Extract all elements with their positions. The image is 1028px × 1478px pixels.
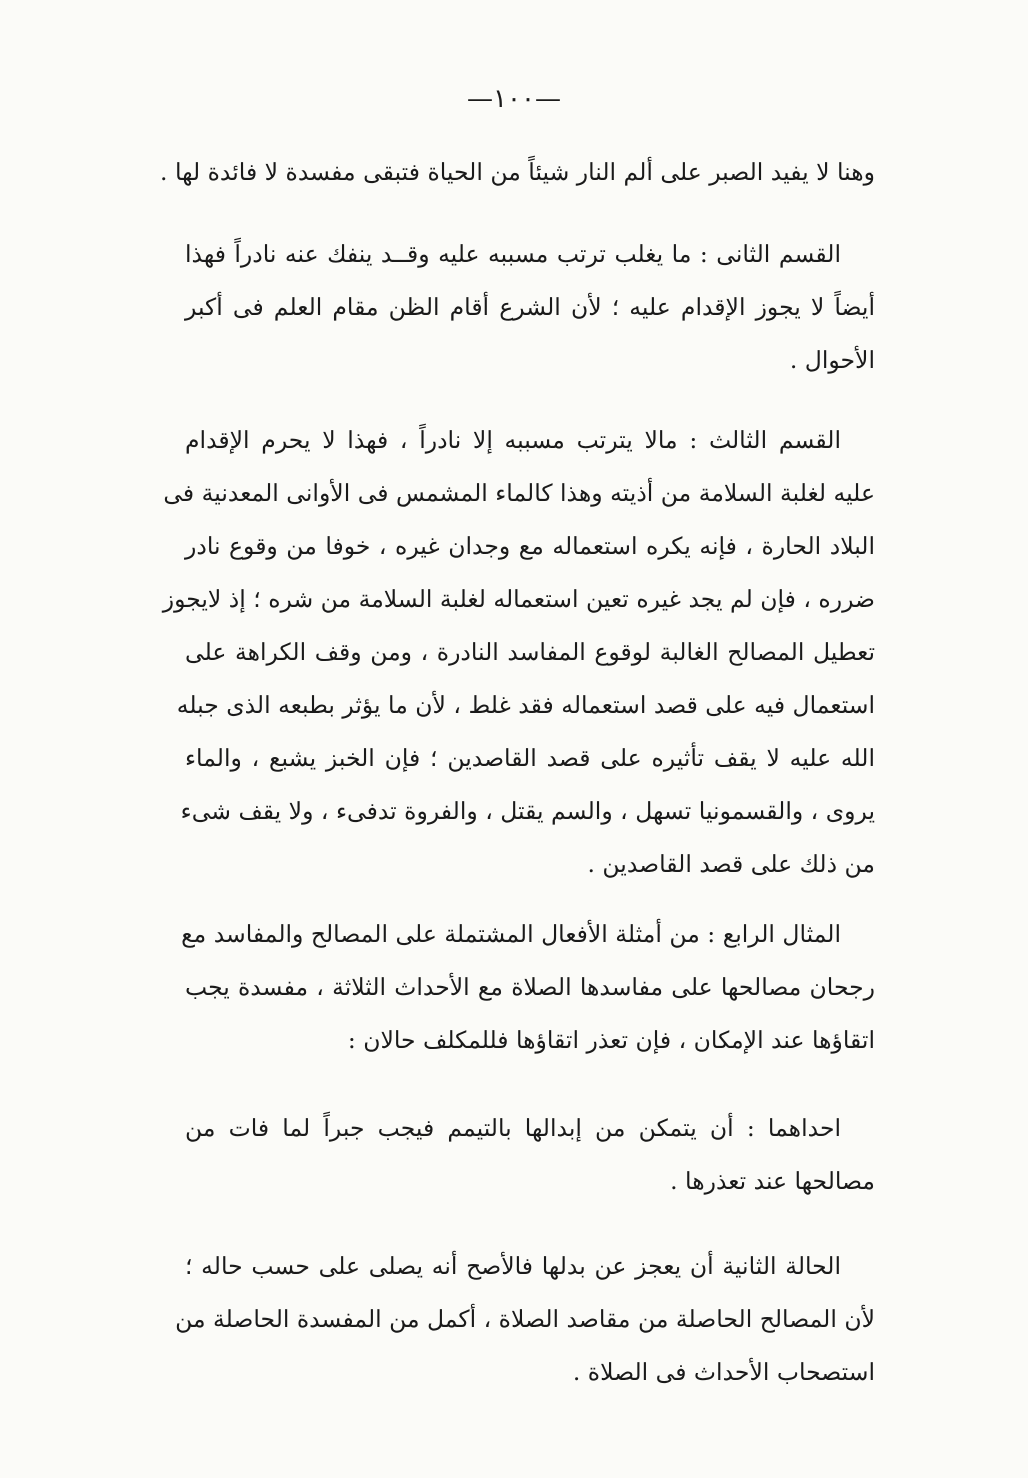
- text-line: وهنا لا يفيد الصبر على ألم النار شيئاً من الحياة فتبقى مفسدة لا فائدة لها .: [160, 158, 875, 186]
- text-line: عليه لغلبة السلامة من أذيته وهذا كالماء المشمس فى الأوانى المعدنية فى: [163, 479, 875, 507]
- text-line: استعمال فيه على قصد استعماله فقد غلط ، لأن ما يؤثر بطبعه الذى جبله: [176, 691, 875, 719]
- text-line: لأن المصالح الحاصلة من مقاصد الصلاة ، أكمل من المفسدة الحاصلة من: [175, 1305, 875, 1333]
- text-line: استصحاب الأحداث فى الصلاة .: [572, 1358, 875, 1386]
- text-line: يروى ، والقسمونيا تسهل ، والسم يقتل ، والفروة تدفىء ، ولا يقف شىء: [180, 797, 875, 825]
- text-line: الله عليه لا يقف تأثيره على قصد القاصدين ؛ فإن الخبز يشبع ، والماء: [185, 744, 875, 772]
- text-line: ضرره ، فإن لم يجد غيره تعين استعماله لغلبة السلامة من شره ؛ إذ لايجوز: [162, 585, 875, 613]
- paragraph-ihdahuma: [185, 1102, 875, 1208]
- paragraph-qism-thani: [185, 228, 875, 387]
- text-line: احداهما : أن يتمكن من إبدالها بالتيمم فيجب جبراً لما فات من: [185, 1114, 841, 1142]
- page-number: —١٠٠—: [467, 84, 561, 114]
- text-line: الحالة الثانية أن يعجز عن بدلها فالأصح أنه يصلى على حسب حاله ؛: [185, 1252, 841, 1280]
- text-line: القسم الثانى : ما يغلب ترتب مسببه عليه وقــد ينفك عنه نادراً فهذا: [185, 240, 841, 268]
- text-line: القسم الثالث : مالا يترتب مسببه إلا نادراً ، فهذا لا يحرم الإقدام: [185, 426, 841, 454]
- text-line: البلاد الحارة ، فإنه يكره استعماله مع وجدان غيره ، خوفا من وقوع نادر: [185, 532, 875, 560]
- text-line: اتقاؤها عند الإمكان ، فإن تعذر اتقاؤها فللمكلف حالان :: [347, 1026, 875, 1054]
- paragraph-intro: [160, 146, 875, 199]
- text-line: أيضاً لا يجوز الإقدام عليه ؛ لأن الشرع أقام الظن مقام العلم فى أكبر: [185, 293, 875, 321]
- text-line: رجحان مصالحها على مفاسدها الصلاة مع الأحداث الثلاثة ، مفسدة يجب: [185, 973, 875, 1001]
- text-line: مصالحها عند تعذرها .: [670, 1167, 875, 1195]
- text-line: المثال الرابع : من أمثلة الأفعال المشتملة على المصالح والمفاسد مع: [181, 920, 841, 948]
- paragraph-hala-thaniya: [175, 1240, 875, 1399]
- text-line: تعطيل المصالح الغالبة لوقوع المفاسد النادرة ، ومن وقف الكراهة على: [185, 638, 875, 666]
- paragraph-qism-thalith: [162, 414, 875, 891]
- paragraph-mithal-rabi: [181, 908, 875, 1067]
- text-line: من ذلك على قصد القاصدين .: [587, 850, 875, 878]
- text-line: الأحوال .: [789, 346, 875, 374]
